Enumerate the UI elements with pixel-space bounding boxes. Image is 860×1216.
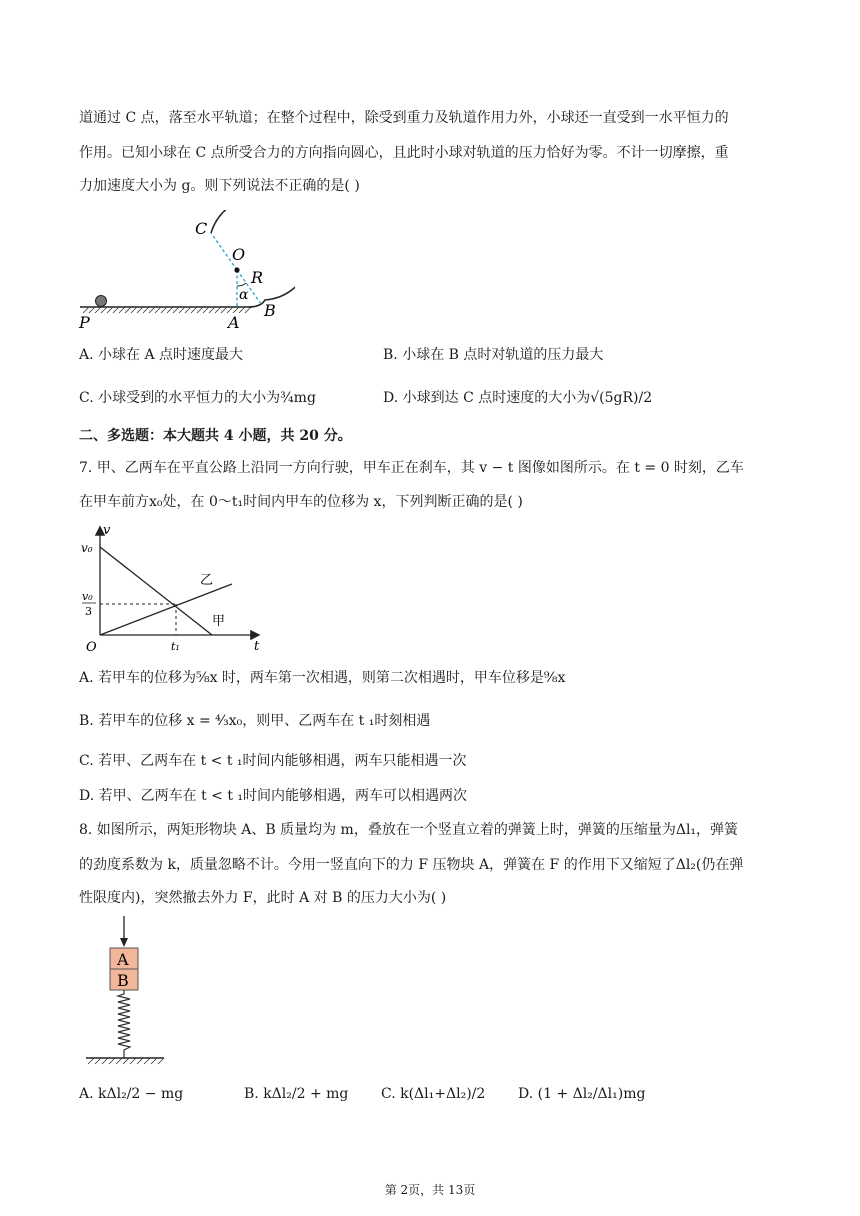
label-jia: 甲	[212, 614, 226, 629]
q6-option-c: C. 小球受到的水平恒力的大小为¾mg	[79, 390, 316, 406]
ball	[96, 296, 107, 307]
jia-line	[100, 547, 212, 635]
label-p: P	[79, 313, 90, 332]
q7-line-1: 7. 甲、乙两车在平直公路上沿同一方向行驶，甲车正在刹车，其 v − t 图像如图所示。在 t = 0 时刻，乙车	[79, 460, 744, 476]
label-alpha: α	[239, 287, 249, 303]
q6-track-figure	[75, 210, 295, 335]
q8-option-c: C. k(Δl₁+Δl₂)/2	[381, 1086, 486, 1102]
section-heading: 二、多选题：本大题共 4 小题，共 20 分。	[79, 428, 352, 444]
q6-line-1: 道通过 C 点，落至水平轨道；在整个过程中，除受到重力及轨道作用力外，小球还一直受到一水平恒力的	[79, 110, 729, 126]
q6-option-a: A. 小球在 A 点时速度最大	[79, 347, 244, 363]
tick-v0: v₀	[81, 541, 93, 555]
q6-line-3: 力加速度大小为 g。则下列说法不正确的是( )	[79, 178, 360, 194]
label-yi: 乙	[200, 573, 214, 588]
origin-o: O	[86, 640, 97, 655]
q6-option-b: B. 小球在 B 点时对轨道的压力最大	[383, 347, 604, 363]
q7-option-a: A. 若甲车的位移为⅝x 时，两车第一次相遇，则第二次相遇时，甲车位移是⁹⁄₈x	[79, 670, 566, 686]
spring	[118, 990, 130, 1058]
tick-v0-3-den: 3	[85, 605, 92, 618]
tick-t1: t₁	[171, 640, 180, 653]
block-b-label: B	[117, 971, 129, 990]
label-c: C	[195, 219, 208, 238]
label-o: O	[232, 245, 246, 264]
label-a: A	[228, 313, 240, 332]
q8-line-1: 8. 如图所示，两矩形物块 A、B 质量均为 m，叠放在一个竖直立着的弹簧上时，弹簧的压缩量为Δl₁，弹簧	[79, 822, 739, 838]
q7-option-d: D. 若甲、乙两车在 t < t ₁时间内能够相遇，两车可以相遇两次	[79, 788, 468, 804]
q8-line-2: 的劲度系数为 k，质量忽略不计。今用一竖直向下的力 F 压物块 A，弹簧在 F 的作用下又缩短了Δl₂(仍在弹	[79, 857, 744, 873]
q8-option-d: D. (1 + Δl₂/Δl₁)mg	[518, 1086, 646, 1102]
q7-option-b: B. 若甲车的位移 x = ⁴⁄₃x₀，则甲、乙两车在 t ₁时刻相遇	[79, 713, 431, 729]
q6-option-d: D. 小球到达 C 点时速度的大小为√(5gR)/2	[383, 390, 653, 406]
label-r: R	[251, 268, 264, 287]
q8-line-3: 性限度内)，突然撤去外力 F，此时 A 对 B 的压力大小为( )	[79, 890, 447, 906]
tick-v0-3-num: v₀	[82, 590, 93, 603]
q6-line-2: 作用。已知小球在 C 点所受合力的方向指向圆心，且此时小球对轨道的压力恰好为零。不计一切摩擦，重	[79, 145, 729, 161]
block-a-label: A	[117, 950, 129, 969]
label-b: B	[264, 301, 276, 320]
axis-t-label: t	[254, 639, 260, 654]
q7-option-c: C. 若甲、乙两车在 t < t ₁时间内能够相遇，两车只能相遇一次	[79, 753, 467, 769]
q7-vt-graph	[78, 522, 268, 657]
axis-v-label: v	[103, 523, 111, 538]
page-footer: 第 2页，共 13页	[384, 1183, 476, 1197]
q7-line-2: 在甲车前方x₀处，在 0～t₁时间内甲车的位移为 x，下列判断正确的是( )	[79, 494, 523, 510]
q8-spring-figure	[80, 912, 170, 1072]
q8-option-b: B. kΔl₂/2 + mg	[244, 1086, 349, 1102]
q8-option-a: A. kΔl₂/2 − mg	[79, 1086, 184, 1102]
